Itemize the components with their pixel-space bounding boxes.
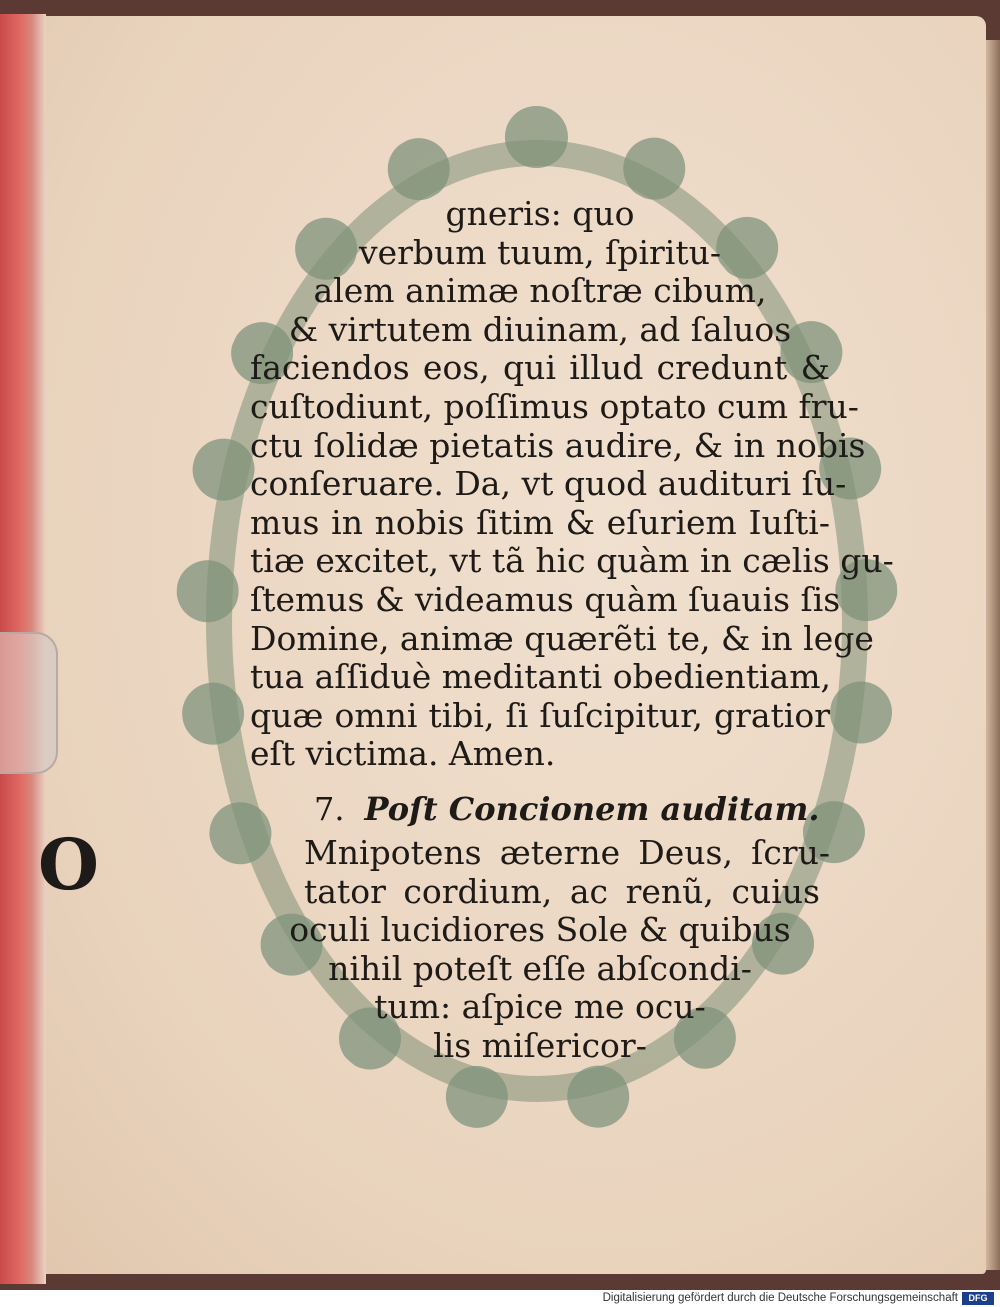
prayer-paragraph-2	[250, 834, 830, 1066]
drop-cap-initial: O	[38, 823, 99, 906]
section-heading	[250, 784, 830, 834]
text-line: tator cordium, ac renũ, cuius	[304, 871, 820, 911]
page-text	[250, 194, 894, 1065]
text-line: lis miſericor-	[433, 1025, 647, 1065]
text-line: oculi lucidiores Sole & quibus	[289, 910, 791, 950]
prayer-paragraph	[250, 194, 894, 774]
text-line: nihil poteſt eſſe abſcondi-	[328, 948, 752, 988]
text-line: alem animæ noſtræ cibum,	[313, 271, 767, 311]
text-line: ctu ſolidæ pietatis audire, & in nobis	[250, 425, 866, 465]
text-line: Mnipotens æterne Deus, ſcru-	[304, 832, 830, 872]
book-clasp	[0, 632, 58, 774]
text-line: & virtutem diuinam, ad ſaluos	[288, 309, 792, 349]
text-line: Domine, animæ quærẽti te, & in lege	[250, 618, 874, 658]
text-line: gneris: quo	[445, 194, 635, 233]
funding-credit: Digitalisierung gefördert durch die Deutsche Forschungsgemeinschaft	[602, 1292, 958, 1304]
text-line: eſt victima. Amen.	[250, 734, 556, 774]
text-line: tum: aſpice me ocu-	[374, 987, 706, 1027]
section-number: 7.	[314, 789, 345, 828]
text-line: faciendos eos, qui illud credunt &	[250, 348, 830, 388]
text-line: verbum tuum, ſpiritu-	[358, 232, 722, 272]
text-line: quæ omni tibi, ſi ſuſcipitur, gratior	[250, 695, 830, 735]
section-title: Poſt Concionem auditam.	[364, 789, 820, 828]
text-line: tiæ excitet, vt tã hic quàm in cælis gu-	[250, 541, 894, 581]
dfg-logo: DFG	[962, 1292, 994, 1305]
text-line: mus in nobis ſitim & eſuriem Iuſti-	[250, 502, 830, 542]
text-line: tua aſſiduè meditanti obedientiam,	[250, 657, 831, 697]
text-line: ſtemus & videamus quàm ſuauis ſis	[250, 579, 841, 619]
text-line: cuſtodiunt, poſſimus optato cum fru-	[250, 386, 859, 426]
text-line: conſeruare. Da, vt quod audituri ſu-	[250, 464, 847, 504]
